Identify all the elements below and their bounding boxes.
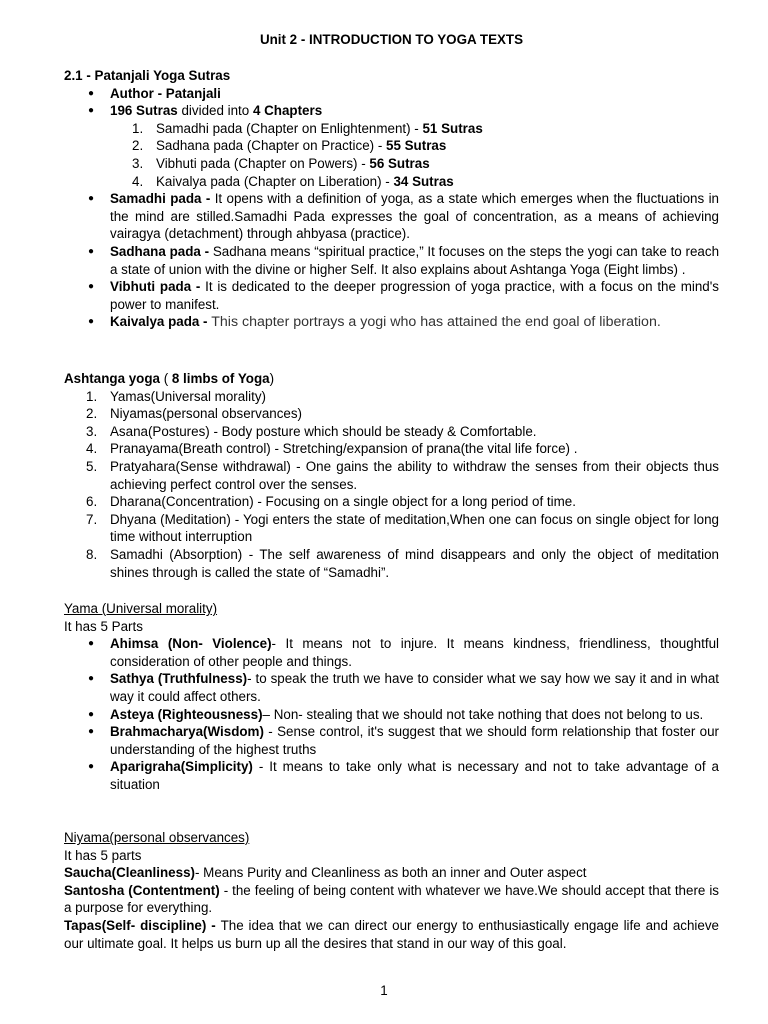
list-item: ● Ahimsa (Non- Violence)- It means not to injure. It means kindness, friendliness, thoughtful consideration of other people and things. <box>64 635 719 670</box>
list-item: 3. Vibhuti pada (Chapter on Powers) - 56 Sutras <box>132 155 430 171</box>
list-item: 2. Niyamas(personal observances) <box>86 406 303 422</box>
section-heading-niyama: Niyama(personal observances) <box>64 830 250 845</box>
list-item: 1. Samadhi pada (Chapter on Enlightenment) - 51 Sutras <box>132 120 483 136</box>
section-heading-patanjali: 2.1 - Patanjali Yoga Sutras <box>64 68 231 83</box>
pada-description-list <box>64 190 719 332</box>
list-item: 1. Yamas(Universal morality) <box>86 388 267 404</box>
paragraph: Tapas(Self- discipline) - The idea that we can direct our energy to enthusiastically engage life and achieve our ultimate goal. It helps us burn up all the desires that stand in our way of this goal. <box>64 917 719 951</box>
list-item: 4. Pranayama(Breath control) - Stretching/expansion of prana(the vital life force) . <box>86 441 578 457</box>
yama-parts-count: It has 5 Parts <box>64 618 143 634</box>
author-line: Author - Patanjali <box>110 85 221 101</box>
list-item <box>64 85 719 103</box>
paragraph: Saucha(Cleanliness)- Means Purity and Cleanliness as both an inner and Outer aspect <box>64 865 587 881</box>
list-item: 7. Dhyana (Meditation) - Yogi enters the state of meditation,When one can focus on single object for long time without interruption <box>86 511 719 545</box>
section-heading-yama: Yama (Universal morality) <box>64 601 218 616</box>
paragraph: Santosha (Contentment) - the feeling of being content with whatever we have.We should accept that there is a purpose for everything. <box>64 882 719 916</box>
limbs-list <box>64 388 719 582</box>
list-item: ● Aparigraha(Simplicity) - It means to take only what is necessary and not to take advantage of a situation <box>64 758 719 793</box>
niyama-parts-count: It has 5 parts <box>64 847 142 863</box>
list-item: 2. Sadhana pada (Chapter on Practice) - 55 Sutras <box>132 138 447 154</box>
list-item: ● Asteya (Righteousness)– Non- stealing that we should not take nothing that does not belong to us. <box>64 706 719 724</box>
chapter-list <box>64 120 719 190</box>
patanjali-section <box>64 67 719 332</box>
list-item: ● Kaivalya pada - This chapter portrays a yogi who has attained the end goal of liberation. <box>64 313 719 332</box>
ashtanga-section <box>64 370 719 581</box>
yama-section <box>64 600 719 794</box>
list-item: 8. Samadhi (Absorption) - The self awareness of mind disappears and only the object of meditation shines through is called the state of “Samadhi”. <box>86 546 719 580</box>
section-heading-ashtanga: Ashtanga yoga ( 8 limbs of Yoga) <box>64 371 275 386</box>
list-item: 6. Dharana(Concentration) - Focusing on a single object for a long period of time. <box>86 494 576 510</box>
niyama-section <box>64 829 719 952</box>
document-title: Unit 2 - INTRODUCTION TO YOGA TEXTS <box>259 32 524 47</box>
list-item: 3. Asana(Postures) - Body posture which should be steady & Comfortable. <box>86 423 537 439</box>
list-item: ● Vibhuti pada - It is dedicated to the deeper progression of yoga practice, with a focus on the mind's power to manifest. <box>64 278 719 313</box>
list-item: 4. Kaivalya pada (Chapter on Liberation) - 34 Sutras <box>132 173 454 189</box>
patanjali-overview-list <box>64 85 719 120</box>
list-item: ● Sadhana pada - Sadhana means “spiritual practice,” It focuses on the steps the yogi can take to reach a state of union with the divine or higher Self. It also explains about Ashtanga Yoga (Eight limbs) . <box>64 243 719 278</box>
list-item: ● Brahmacharya(Wisdom) - Sense control, it's suggest that we should form relationship that foster our understanding of the highest truths <box>64 723 719 758</box>
yama-list <box>64 635 719 793</box>
page-number: 1 <box>380 983 388 998</box>
list-item: ● Samadhi pada - It opens with a definition of yoga, as a state which emerges when the fluctuations in the mind are stilled.Samadhi Pada expresses the goal of concentration, as a means of achieving vairagya (detachment) through ahbyasa (practice). <box>64 190 719 243</box>
list-item: ● Sathya (Truthfulness)- to speak the truth we have to consider what we say how we say it and in what way it could affect others. <box>64 670 719 705</box>
list-item: 5. Pratyahara(Sense withdrawal) - One gains the ability to withdraw the senses from their objects thus achieving perfect control over the senses. <box>86 458 719 492</box>
list-item: ● 196 Sutras divided into 4 Chapters <box>64 102 719 120</box>
